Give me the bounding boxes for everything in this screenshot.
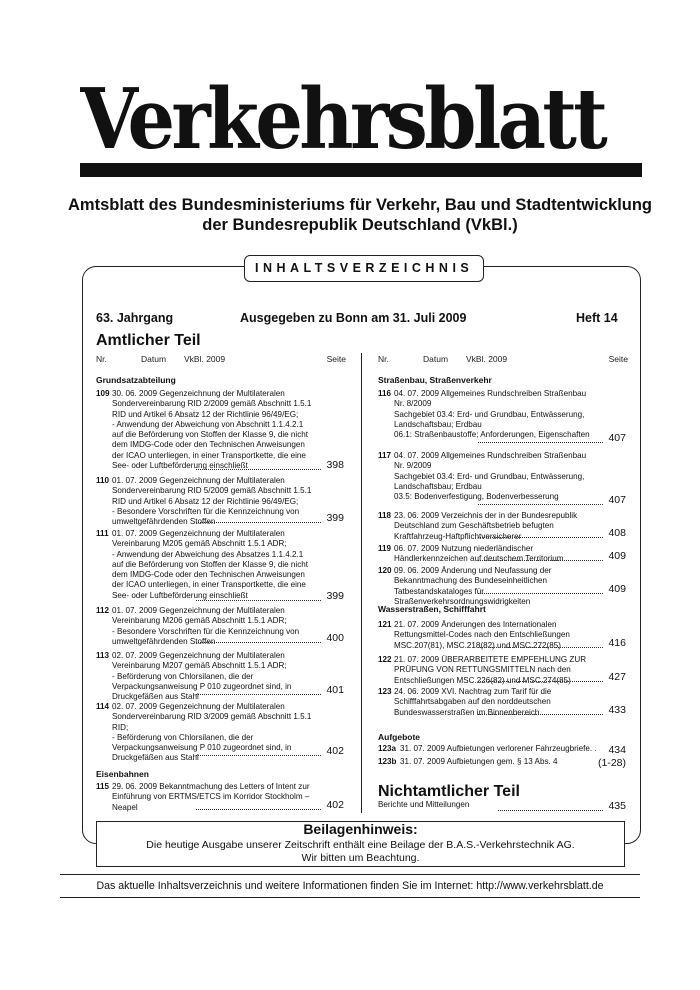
col-vkbl: VkBl. 2009 — [184, 354, 226, 364]
ausgabe: Ausgegeben zu Bonn am 31. Juli 2009 — [240, 311, 467, 325]
entry-page: 409 — [608, 583, 626, 595]
entry-page: 400 — [326, 632, 344, 644]
entry-text: 01. 07. 2009 Gegenzeichnung der Multilateralen Vereinbarung M205 gemäß Abschnitt 1.5.1 ADR; - Anwendung der Abweichung des Absatzes 1.1.4.2.1 auf die Beförderung von Stoffen der Klasse 9, die nicht dem IMDG-Code oder den Technischen Anweisungen der ICAO unterliegen, in einer Transportkette, die eine See- oder Luftbeförderung einschließt — [112, 529, 309, 600]
toc-entry-118[interactable] — [378, 511, 626, 539]
masthead-logo: Verkehrsblatt — [80, 76, 605, 162]
leader-dots — [478, 681, 603, 682]
entry-number: 123b — [378, 757, 397, 766]
column-divider — [361, 353, 362, 813]
leader-dots — [478, 504, 603, 505]
leader-dots — [196, 522, 321, 523]
toc-entry-114[interactable] — [96, 702, 344, 763]
entry-text: 24. 06. 2009 XVI. Nachtrag zum Tarif für die Schifffahrtsabgaben auf den norddeutschen Bundeswasserstraßen im Binnenbereich — [394, 687, 552, 717]
col-datum: Datum — [141, 354, 167, 364]
entry-text: 23. 06. 2009 Verzeichnis der in der Bundesrepublik Deutschland zum Geschäftsbetrieb befugten Kraftfahrzeug-Haftpflichtversicherer — [394, 511, 578, 541]
subtitle-line-2: der Bundesrepublik Deutschland (VkBl.) — [202, 216, 518, 234]
toc-entry-123[interactable] — [378, 687, 626, 716]
toc-entry-113[interactable] — [96, 651, 344, 702]
entry-text: 02. 07. 2009 Gegenzeichnung der Multilateralen Vereinbarung M207 gemäß Abschnitt 1.5.1 ADR; - Beförderung von Chlorsilanen, die der Verpackungsanweisung P 010 zugeordnet sind, in Druckgefäßen aus Stahl — [112, 651, 292, 702]
beilagen-title: Beilagenhinweis: — [303, 821, 418, 837]
leader-dots — [196, 469, 321, 470]
toc-entry-123a[interactable] — [378, 744, 626, 756]
toc-entry-119[interactable] — [378, 544, 626, 562]
entry-page: 435 — [608, 800, 626, 812]
entry-text: 01. 07. 2009 Gegenzeichnung der Multilateralen Vereinbarung M206 gemäß Abschnitt 1.5.1 ADR; - Besondere Vorschriften für die Kennzeichnung von umweltgefährdenden Stoffen — [112, 606, 300, 646]
beilagen-line-1: Die heutige Ausgabe unserer Zeitschrift enthält eine Beilage der B.A.S.-Verkehrstechnik AG. — [146, 839, 575, 851]
toc-entry-116[interactable] — [378, 389, 626, 444]
leader-dots — [478, 442, 603, 443]
entry-number: 120 — [378, 566, 392, 575]
toc-entry-berichte[interactable] — [378, 800, 626, 812]
leader-dots — [196, 600, 321, 601]
masthead-bar — [80, 163, 642, 177]
entry-number: 115 — [96, 782, 110, 791]
toc-entry-115[interactable] — [96, 782, 344, 811]
entry-text: 06. 07. 2009 Nutzung niederländischer Händlerkennzeichen auf deutschem Territorium — [394, 544, 564, 564]
entry-page: 399 — [326, 512, 344, 524]
heft: Heft 14 — [576, 311, 618, 325]
entry-text: 30. 06. 2009 Gegenzeichnung der Multilateralen Sondervereinbarung RID 2/2009 gemäß Abschnitt 1.5.1 RID und Artikel 6 Absatz 12 der Richtlinie 96/49/EG; - Anwendung der Abweichung von Abschnitt 1.1.4.2.1 auf die Beförderung von Stoffen der Klasse 9, die nicht dem IMDG-Code oder den Technischen Anweisungen der ICAO unterliegen, in einer Transportkette, die eine See- oder Luftbeförderung einschließt — [112, 389, 312, 471]
toc-entry-123b[interactable] — [378, 757, 626, 769]
toc-entry-110[interactable] — [96, 476, 344, 527]
entry-page: 407 — [608, 494, 626, 506]
entry-number: 123 — [378, 687, 392, 696]
leader-dots — [478, 560, 603, 561]
leader-dots — [478, 537, 603, 538]
entry-number: 118 — [378, 511, 392, 520]
col-vkbl: VkBl. 2009 — [466, 354, 508, 364]
entry-number: 114 — [96, 702, 110, 711]
entry-text: 31. 07. 2009 Aufbietungen gem. § 13 Abs. 4 — [400, 757, 558, 766]
entry-page: 409 — [608, 550, 626, 562]
entry-text: Berichte und Mitteilungen — [378, 800, 470, 809]
toc-title: INHALTSVERZEICHNIS — [244, 255, 484, 282]
leader-dots — [196, 809, 321, 810]
entry-text: 31. 07. 2009 Aufbietungen verlorener Fahrzeugbriefe. . — [400, 744, 597, 753]
section-amtlich: Amtlicher Teil — [96, 332, 201, 349]
entry-text: 09. 06. 2009 Änderung und Neufassung der Bekanntmachung des Bundeseinheitlichen Tatbestandskataloges für Straßenverkehrsordnungswidrigkeiten — [394, 566, 552, 606]
entry-number: 122 — [378, 655, 392, 664]
entry-text: 04. 07. 2009 Allgemeines Rundschreiben Straßenbau Nr. 8/2009 Sachgebiet 03.4: Erd- und Grundbau, Entwässerung, Landschaftsbau; Erdbau 06.1: Straßenbaustoffe; Anforderungen, Eigenschaften — [394, 389, 590, 440]
entry-number: 119 — [378, 544, 392, 553]
footer-text: Das aktuelle Inhaltsverzeichnis und weitere Informationen finden Sie im Internet: http://www.verkehrsblatt.de — [96, 880, 604, 892]
entry-page: (1-28) — [597, 757, 626, 769]
col-seite: Seite — [326, 354, 346, 364]
leader-dots — [196, 642, 321, 643]
entry-page: 401 — [326, 684, 344, 696]
entry-number: 117 — [378, 451, 392, 460]
entry-number: 111 — [96, 529, 109, 538]
col-seite: Seite — [608, 354, 628, 364]
entry-page: 416 — [608, 637, 626, 649]
leader-dots — [478, 593, 603, 594]
category-grundsatz: Grundsatzabteilung — [96, 375, 176, 385]
col-datum: Datum — [423, 354, 449, 364]
col-nr: Nr. — [378, 354, 389, 364]
entry-text: 29. 06. 2009 Bekanntmachung des Letters of Intent zur Einführung von ERTMS/ETCS im Korridor Stockholm – Neapel — [112, 782, 310, 812]
toc-entry-117[interactable] — [378, 451, 626, 506]
category-strasse: Straßenbau, Straßenverkehr — [378, 375, 492, 385]
entry-page: 434 — [608, 744, 626, 756]
entry-number: 110 — [96, 476, 110, 485]
entry-text: 04. 07. 2009 Allgemeines Rundschreiben Straßenbau Nr. 9/2009 Sachgebiet 03.4: Erd- und Grundbau, Entwässerung, Landschaftsbau; Erdbau 03.5: Bodenverfestigung, Bodenverbesserung — [394, 451, 587, 502]
leader-dots — [196, 694, 321, 695]
beilagen-line-2: Wir bitten um Beachtung. — [301, 852, 420, 864]
toc-entry-111[interactable] — [96, 529, 344, 602]
toc-entry-121[interactable] — [378, 620, 626, 649]
section-nichtamtlich: Nichtamtlicher Teil — [378, 783, 520, 800]
entry-number: 109 — [96, 389, 110, 398]
column-header-left — [96, 354, 346, 366]
category-eisenbahnen: Eisenbahnen — [96, 769, 149, 779]
entry-page: 402 — [326, 745, 344, 757]
entry-number: 123a — [378, 744, 397, 753]
entry-number: 121 — [378, 620, 392, 629]
col-nr: Nr. — [96, 354, 107, 364]
jahrgang: 63. Jahrgang — [96, 311, 174, 325]
toc-entry-122[interactable] — [378, 655, 626, 683]
footer-rule-bottom — [60, 897, 640, 898]
entry-number: 113 — [96, 651, 110, 660]
entry-page: 399 — [326, 590, 344, 602]
column-header-right — [378, 354, 628, 366]
entry-text: 02. 07. 2009 Gegenzeichnung der Multilateralen Sondervereinbarung RID 3/2009 gemäß Abschnitt 1.5.1 RID; - Beförderung von Chlorsilanen, die der Verpackungsanweisung P 010 zugeordnet sind, in Druckgefäßen aus Stahl — [112, 702, 312, 763]
leader-dots — [478, 647, 603, 648]
entry-number: 116 — [378, 389, 392, 398]
footer-rule-top — [60, 874, 640, 875]
entry-page: 427 — [608, 671, 626, 683]
leader-dots — [498, 810, 603, 811]
entry-page: 433 — [608, 704, 626, 716]
entry-number: 112 — [96, 606, 110, 615]
leader-dots — [196, 755, 321, 756]
category-wasser: Wasserstraßen, Schifffahrt — [378, 604, 486, 614]
toc-entry-120[interactable] — [378, 566, 626, 606]
entry-page: 407 — [608, 432, 626, 444]
toc-entry-109[interactable] — [96, 389, 344, 471]
entry-text: 01. 07. 2009 Gegenzeichnung der Multilateralen Sondervereinbarung RID 5/2009 gemäß Abschnitt 1.5.1 RID und Artikel 6 Absatz 12 der Richtlinie 96/49/EG; - Besondere Vorschriften für die Kennzeichnung von umweltgefährdenden Stoffen — [112, 476, 312, 527]
entry-page: 402 — [326, 799, 344, 811]
beilagen-box — [96, 821, 625, 867]
entry-text: 21. 07. 2009 ÜBERARBEITETE EMPFEHLUNG ZUR PRÜFUNG VON RETTUNGSMITTELN nach den Entschließungen MSC.226(82) und MSC.274(85) — [394, 655, 587, 685]
entry-text: 21. 07. 2009 Änderungen des Internationalen Rettungsmittel-Codes nach den Entschließungen MSC.207(81), MSC.218(82) und MSC.272(85) — [394, 620, 570, 650]
toc-entry-112[interactable] — [96, 606, 344, 644]
entry-page: 408 — [608, 527, 626, 539]
subtitle-line-1: Amtsblatt des Bundesministeriums für Verkehr, Bau und Stadtentwicklung — [67, 196, 653, 214]
leader-dots — [478, 714, 603, 715]
category-aufgebote: Aufgebote — [378, 732, 421, 742]
entry-page: 398 — [326, 459, 344, 471]
